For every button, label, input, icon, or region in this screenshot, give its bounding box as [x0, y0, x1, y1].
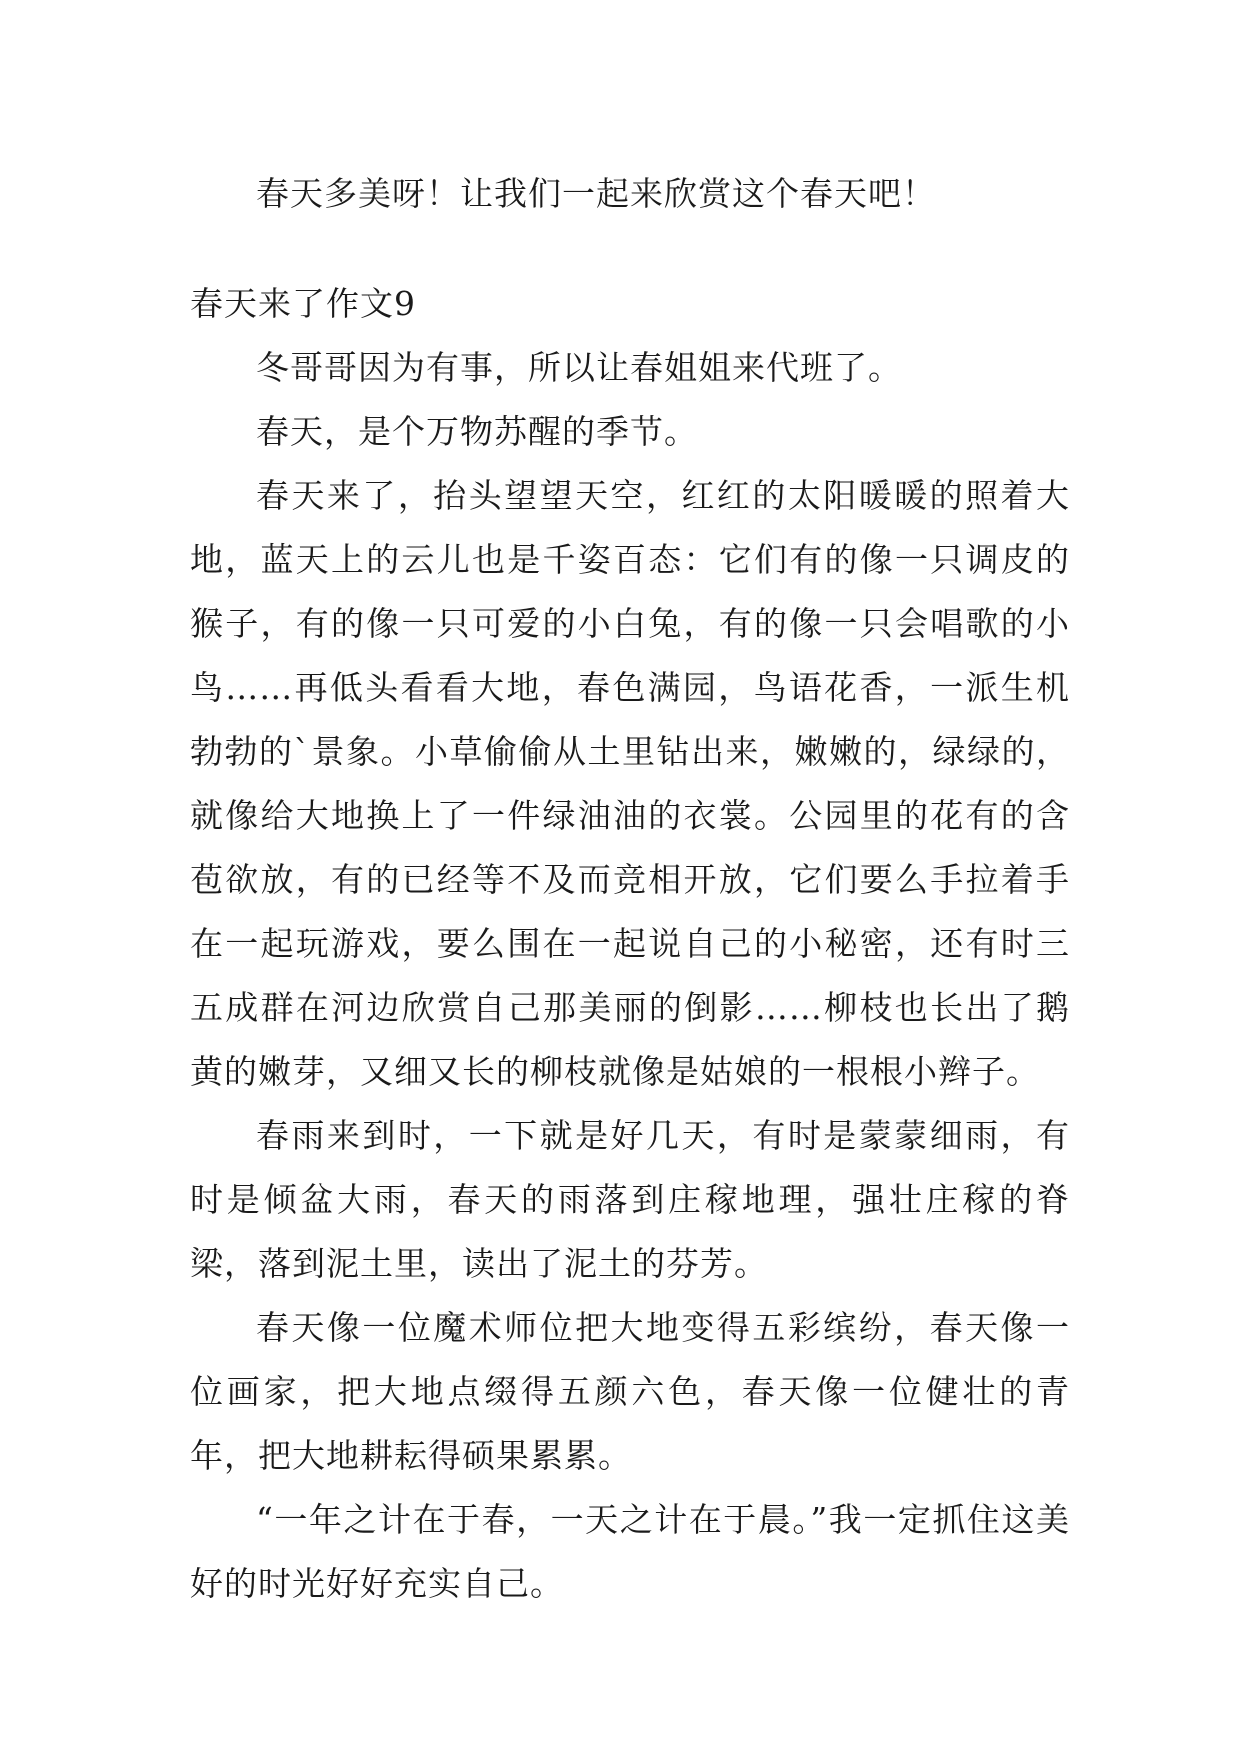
paragraph-6: “一年之计在于春，一天之计在于晨。”我一定抓住这美好的时光好好充实自己。: [190, 1500, 1070, 1603]
text-column: [190, 162, 1070, 1616]
paragraph-3: 春天来了，抬头望望天空，红红的太阳暖暖的照着大地，蓝天上的云儿也是千姿百态：它们有的像一只调皮的猴子，有的像一只可爱的小白兔，有的像一只会唱歌的小鸟……再低头看看大地，春色满园，鸟语花香，一派生机勃勃的`景象。小草偷偷从土里钻出来，嫩嫩的，绿绿的，就像给大地换上了一件绿油油的衣裳。公园里的花有的含苞欲放，有的已经等不及而竞相开放，它们要么手拉着手在一起玩游戏，要么围在一起说自己的小秘密，还有时三五成群在河边欣赏自己那美丽的倒影……柳枝也长出了鹅黄的嫩芽，又细又长的柳枝就像是姑娘的一根根小辫子。: [190, 476, 1070, 1091]
paragraph-2: 春天，是个万物苏醒的季节。: [256, 412, 698, 451]
paragraph-4: 春雨来到时，一下就是好几天，有时是蒙蒙细雨，有时是倾盆大雨，春天的雨落到庄稼地理，强壮庄稼的脊梁，落到泥土里，读出了泥土的芬芳。: [190, 1116, 1070, 1283]
section-title: 春天来了作文9: [190, 284, 416, 323]
intro-paragraph: 春天多美呀！让我们一起来欣赏这个春天吧！: [256, 174, 936, 213]
paragraph-5: 春天像一位魔术师位把大地变得五彩缤纷，春天像一位画家，把大地点缀得五颜六色，春天像一位健壮的青年，把大地耕耘得硕果累累。: [190, 1308, 1070, 1475]
spacer: [190, 226, 1070, 272]
paragraph-1: 冬哥哥因为有事，所以让春姐姐来代班了。: [256, 348, 902, 387]
